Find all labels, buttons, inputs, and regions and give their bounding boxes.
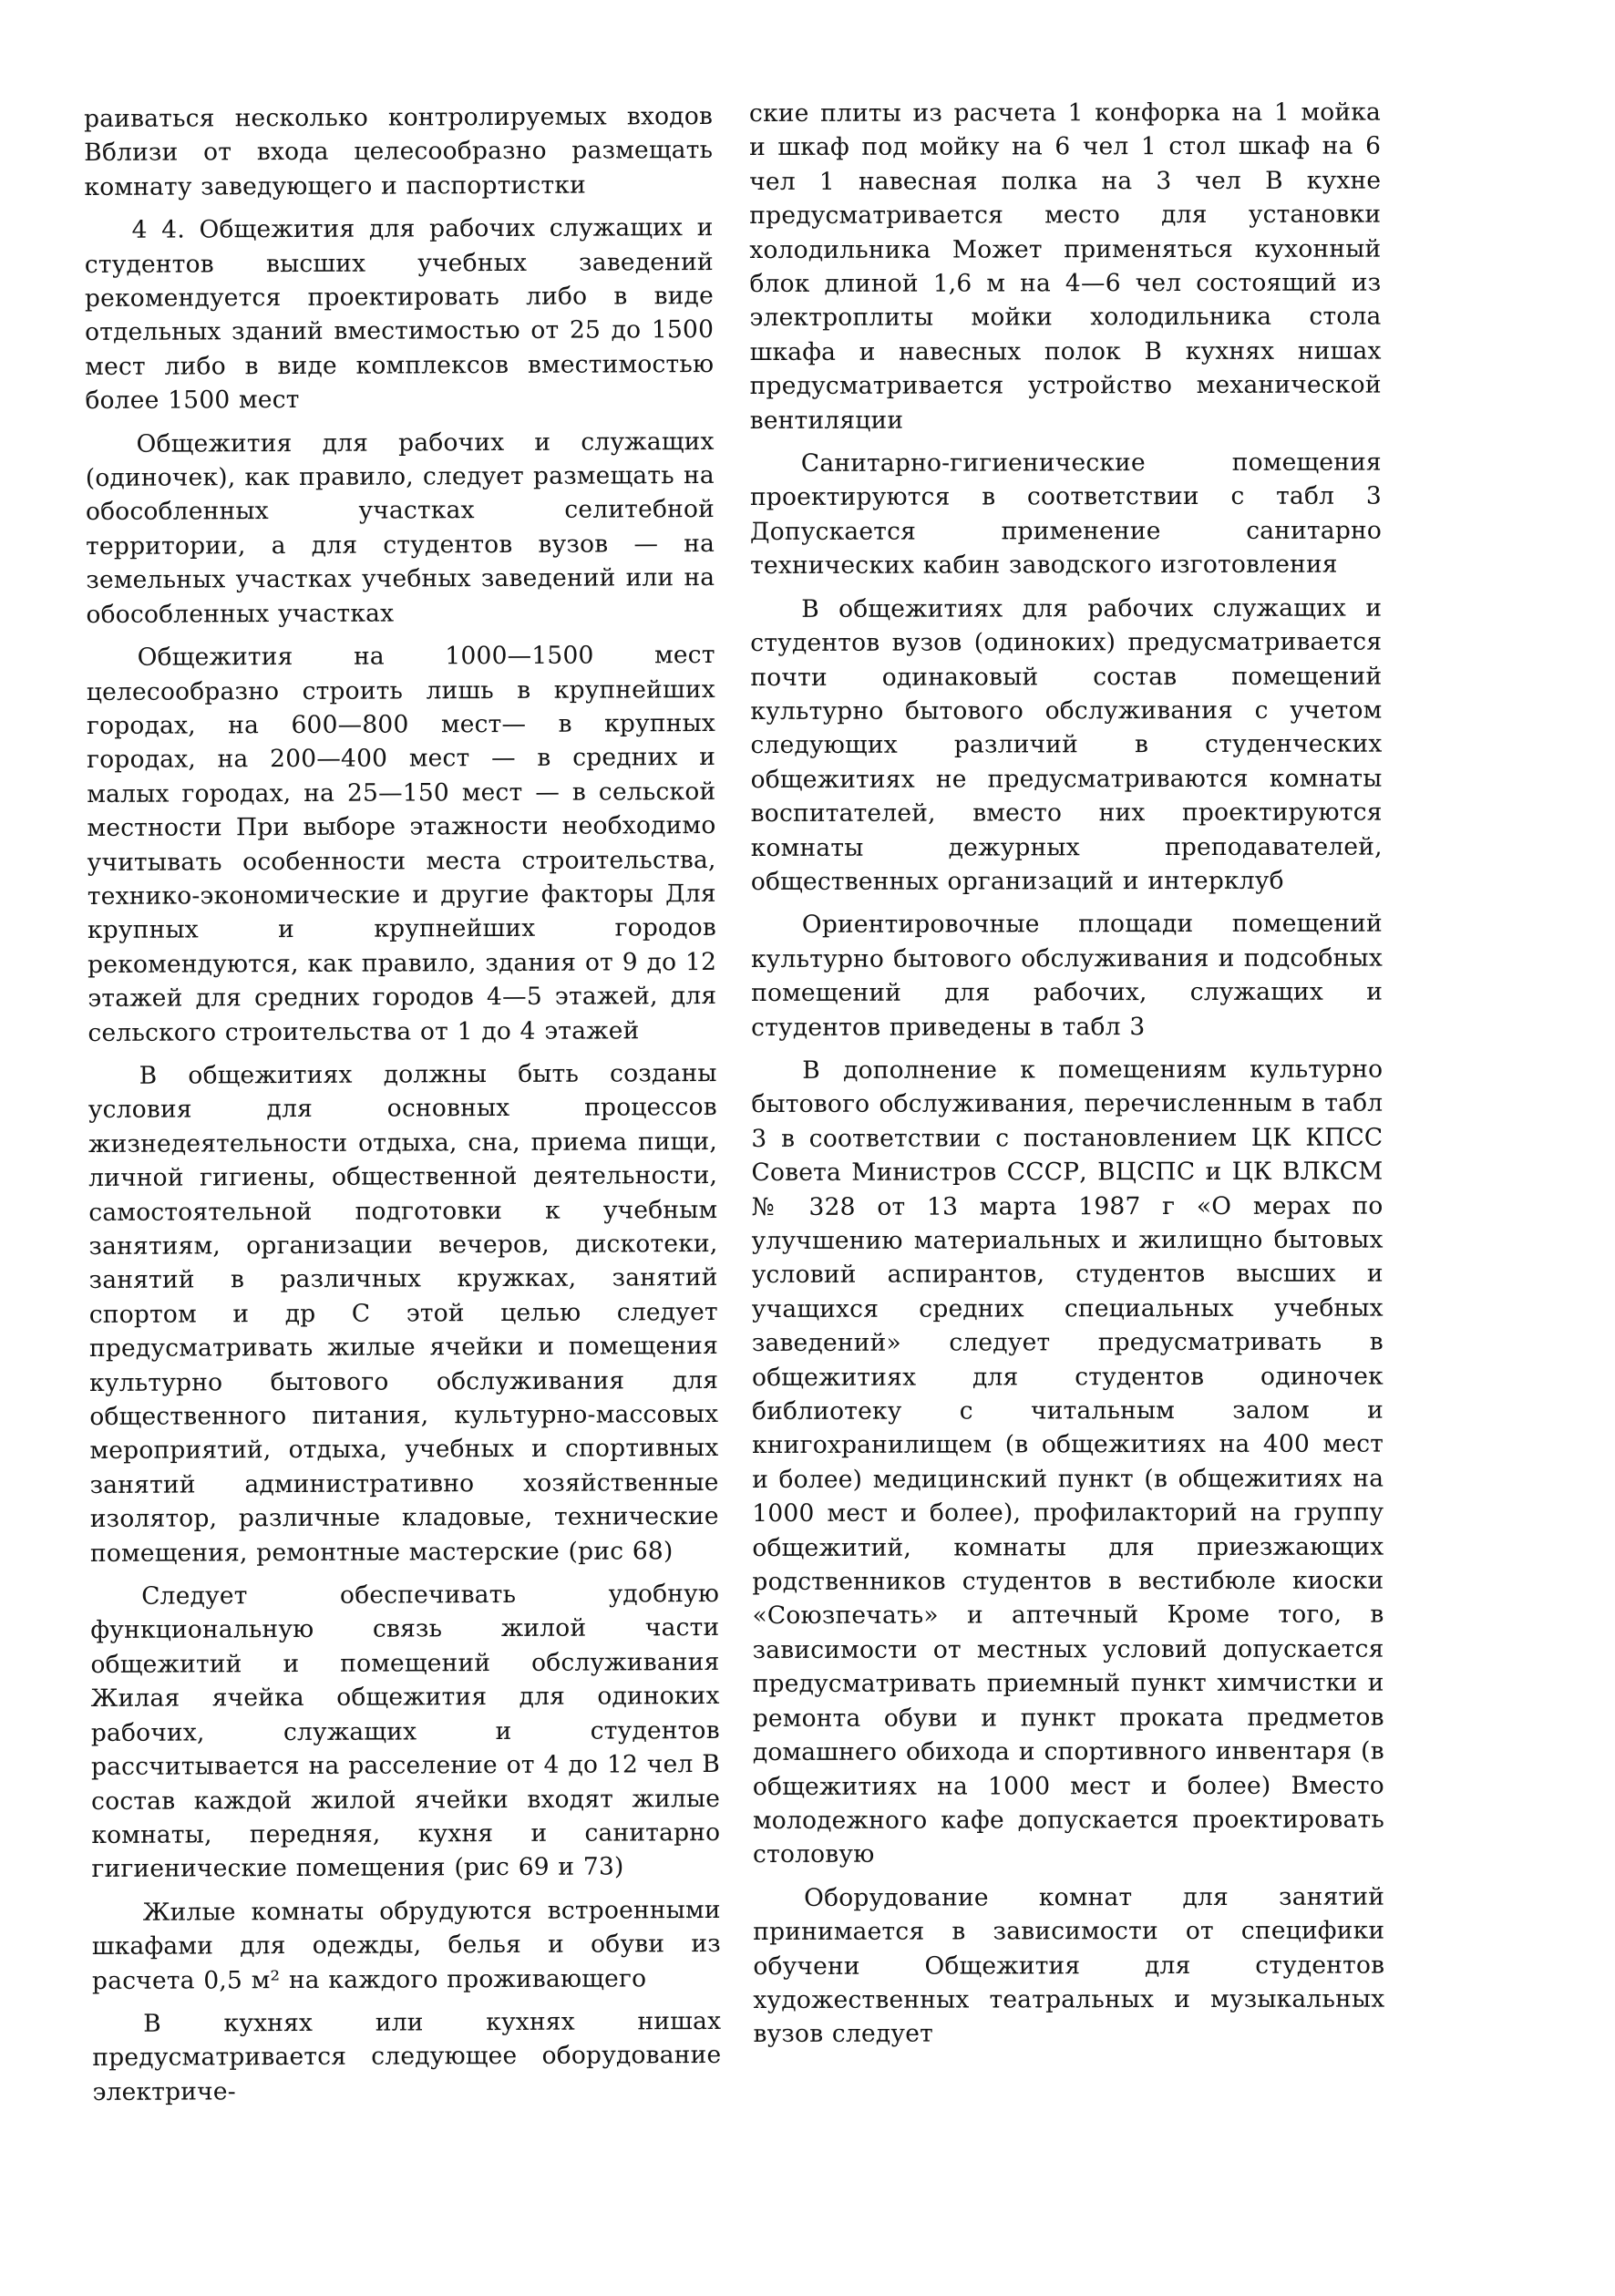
paragraph-continuation: раиваться несколько контролируемых входов Вблизи от входа целесообразно размещать комнату заведующего и паспортистки [84, 101, 714, 201]
paragraph-areas-table: Ориентировочные площади помещений культурно бытового обслуживания и подсобных помещений для рабочих, служащих и студентов приведены в табл 3 [750, 909, 1384, 1042]
paragraph-location: Общежития для рабочих и служащих (одиночек), как правило, следует размещать на обособленных участках селитебной территории, а для студентов вузов — на земельных участках учебных заведений или на обособленных участках [85, 427, 715, 629]
paragraph-capacity-floors: Общежития на 1000—1500 мест целесообразно строить лишь в крупнейших городах, на 600—800 мест— в крупных городах, на 200—400 мест — в средних и малых городах, на 25—150 мест — в сельской местности При выборе этажности необходимо учитывать особенности места строительства, технико-экономические и другие факторы Для крупных и крупнейших городов рекомендуются, как правило, здания от 9 до 12 этажей для средних городов 4—5 этажей, для сельского строительства от 1 до 4 этажей [86, 641, 717, 1047]
paragraph-kitchen-continuation: ские плиты из расчета 1 конфорка на 1 мойка и шкаф под мойку на 6 чел 1 стол шкаф на 6 чел 1 навесная полка на 3 чел В кухне предусматривается место для установки холодильника Может применяться кухонный блок длиной 1,6 м на 4—6 чел состоящий из электроплиты мойки холодильника стола шкафа и навесных полок В кухнях нишах предусматривается устройство механической вентиляции [749, 98, 1382, 435]
paragraph-conditions: В общежитиях должны быть созданы условия для основных процессов жизнедеятельности отдыха, сна, приема пищи, личной гигиены, общественной деятельности, самостоятельной подготовки к учебным занятиям, организации вечеров, дискотеки, занятий в различных кружках, занятий спортом и др С этой целью следует предусматривать жилые ячейки и помещения культурно бытового обслуживания для общественного питания, культурно-массовых мероприятий, отдыха, учебных и спортивных занятий административно хозяйственные изолятор, различные кладовые, технические помещения, ремонтные мастерские (рис 68) [87, 1058, 719, 1568]
paragraph-kitchen-equipment: В кухнях или кухнях нишах предусматривается следующее оборудование электриче- [92, 2006, 722, 2106]
paragraph-wardrobes: Жилые комнаты обрудуются встроенными шкафами для одежды, белья и обуви из расчета 0,5 м² на каждого проживающего [91, 1895, 721, 1995]
paragraph-service-rooms: В общежитиях для рабочих служащих и студентов вузов (одиноких) предусматривается почти одинаковый состав помещений культурно бытового обслуживания с учетом следующих различий в студенческих общежитиях не предусматриваются комнаты воспитателей, вместо них проектируются комнаты дежурных преподавателей, общественных организаций и интерклуб [750, 593, 1383, 896]
left-text-column [84, 99, 722, 2118]
paragraph-section-4-4: 4 4. Общежития для рабочих служащих и студентов высших учебных заведений рекомендуется проектировать либо в виде отдельных зданий вместимостью от 25 до 1500 мест либо в виде комплексов вместимостью более 1500 мест [84, 213, 715, 416]
paragraph-additional-rooms: В дополнение к помещениям культурно бытового обслуживания, перечисленным в табл 3 в соответствии с постановлением ЦК КПСС Совета Министров СССР, ВЦСПС и ЦК ВЛКСМ № 328 от 13 марта 1987 г «О мерах по улучшению материальных и жилищно бытовых условий аспирантов, студентов высших и учащихся средних специальных учебных заведений» следует предусматривать в общежитиях для студентов одиночек библиотеку с читальным залом и книгохранилищем (в общежитиях на 400 мест и более) медицинский пункт (в общежитиях на 1000 мест и более), профилакторий на группу общежитий, комнаты для приезжающих родственников студентов в вестибюле киоски «Союзпечать» и аптечный Кроме того, в зависимости от местных условий допускается предусматривать приемный пункт химчистки и ремонта обуви и пункт проката предметов домашнего обихода и спортивного инвентаря (в общежитиях на 1000 мест и более) Вместо молодежного кафе допускается проектировать столовую [751, 1055, 1384, 1869]
right-text-column [749, 96, 1385, 2061]
paragraph-study-rooms: Оборудование комнат для занятий принимается в зависимости от специфики обучени Общежития для студентов художественных театральных и музыкальных вузов следует [753, 1882, 1385, 2049]
paragraph-living-cell: Следует обеспечивать удобную функциональную связь жилой части общежитий и помещений обслуживания Жилая ячейка общежития для одиноких рабочих, служащих и студентов рассчитывается на расселение от 4 до 12 чел В состав каждой жилой ячейки входят жилые комнаты, передняя, кухня и санитарно гигиенические помещения (рис 69 и 73) [90, 1580, 721, 1884]
paragraph-sanitary: Санитарно-гигиенические помещения проектируются в соответствии с табл 3 Допускается применение санитарно технических кабин заводского изготовления [749, 448, 1383, 581]
